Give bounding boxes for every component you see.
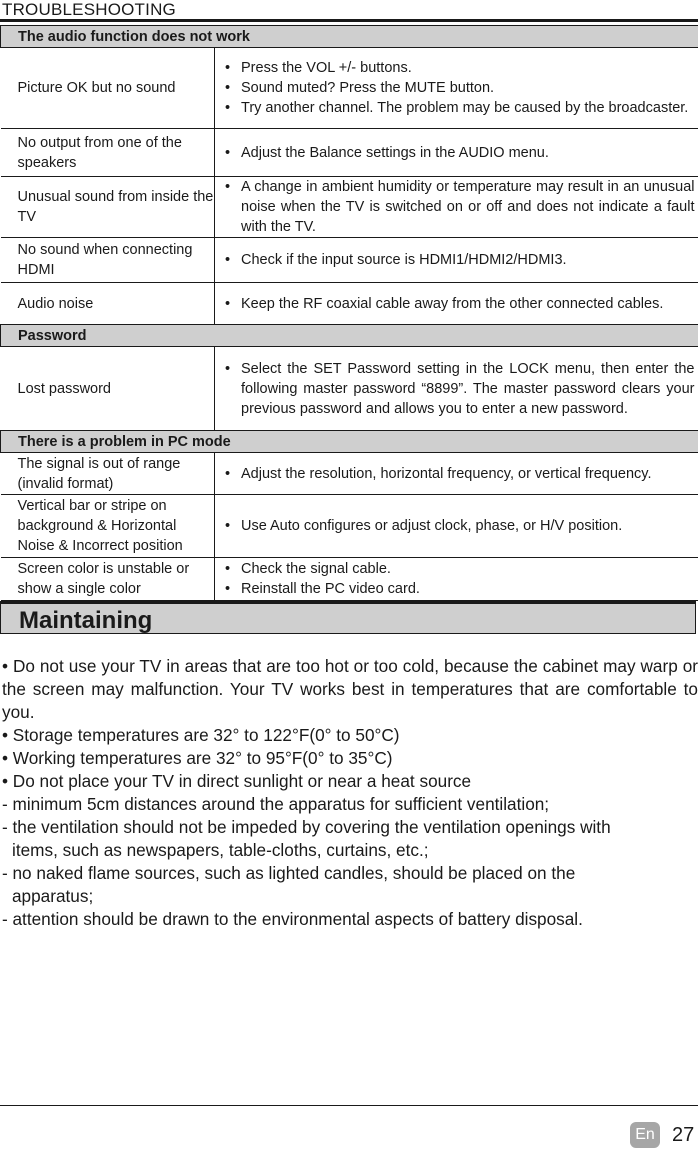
section-heading-password: Password bbox=[1, 325, 698, 347]
footer-divider bbox=[0, 1105, 698, 1106]
table-row bbox=[1, 283, 698, 325]
solution-item: • Try another channel. The problem may be caused by the broadcaster. bbox=[225, 98, 695, 118]
solution-item: • Press the VOL +/- buttons. bbox=[225, 58, 695, 78]
solution-item: • Adjust the Balance settings in the AUDIO menu. bbox=[225, 143, 695, 163]
maintaining-paragraph: • Storage temperatures are 32° to 122°F(0° to 50°C) bbox=[2, 725, 400, 745]
page-number: 27 bbox=[672, 1124, 695, 1146]
section-heading-audio: The audio function does not work bbox=[1, 26, 698, 48]
solution-cell bbox=[215, 238, 698, 283]
solution-item: • Select the SET Password setting in the LOCK menu, then enter the following master password “8899”. The master password clears your previous password and allows you to enter a new password. bbox=[225, 359, 695, 419]
problem-cell: Screen color is unstable or show a single color bbox=[1, 558, 215, 601]
page-title: TROUBLESHOOTING bbox=[2, 0, 176, 19]
solution-item: • A change in ambient humidity or temperature may result in an unusual noise when the TV is switched on or off and does not indicate a fault with the TV. bbox=[225, 177, 695, 237]
maintaining-paragraph: • Do not place your TV in direct sunlight or near a heat source bbox=[2, 771, 472, 791]
troubleshooting-table bbox=[0, 25, 698, 601]
table-row bbox=[1, 495, 698, 558]
solution-cell bbox=[215, 48, 698, 129]
section-header bbox=[1, 431, 698, 453]
solution-cell bbox=[215, 495, 698, 558]
maintaining-banner bbox=[0, 601, 696, 634]
maintaining-body bbox=[2, 655, 698, 931]
title-divider bbox=[0, 19, 698, 22]
solution-cell bbox=[215, 283, 698, 325]
maintaining-paragraph: • Working temperatures are 32° to 95°F(0° to 35°C) bbox=[2, 748, 393, 768]
table-row bbox=[1, 129, 698, 177]
problem-cell: Lost password bbox=[1, 347, 215, 431]
table-row bbox=[1, 347, 698, 431]
problem-cell: Unusual sound from inside the TV bbox=[1, 177, 215, 238]
solution-cell bbox=[215, 129, 698, 177]
section-header bbox=[1, 26, 698, 48]
solution-cell bbox=[215, 453, 698, 495]
maintaining-paragraph: • Do not use your TV in areas that are too hot or too cold, because the cabinet may warp or the screen may malfunction. Your TV works best in temperatures that are comfortable to you. bbox=[2, 656, 698, 722]
solution-cell bbox=[215, 177, 698, 238]
table-row bbox=[1, 453, 698, 495]
solution-item: • Use Auto configures or adjust clock, phase, or H/V position. bbox=[225, 516, 695, 536]
solution-cell bbox=[215, 347, 698, 431]
solution-item: • Adjust the resolution, horizontal frequency, or vertical frequency. bbox=[225, 464, 695, 484]
maintaining-paragraph: - attention should be drawn to the environmental aspects of battery disposal. bbox=[2, 909, 583, 929]
table-row bbox=[1, 238, 698, 283]
problem-cell: Vertical bar or stripe on background & Horizontal Noise & Incorrect position bbox=[1, 495, 215, 558]
table-row bbox=[1, 177, 698, 238]
solution-item: • Check if the input source is HDMI1/HDMI2/HDMI3. bbox=[225, 250, 695, 270]
language-badge: En bbox=[630, 1122, 660, 1148]
solution-item: • Keep the RF coaxial cable away from the other connected cables. bbox=[225, 294, 695, 314]
table-row bbox=[1, 48, 698, 129]
maintaining-paragraph: - no naked flame sources, such as lighted candles, should be placed on the bbox=[2, 863, 576, 883]
solution-item: • Check the signal cable. bbox=[225, 559, 695, 579]
problem-cell: Audio noise bbox=[1, 283, 215, 325]
solution-item: • Reinstall the PC video card. bbox=[225, 579, 695, 599]
section-header bbox=[1, 325, 698, 347]
problem-cell: Picture OK but no sound bbox=[1, 48, 215, 129]
problem-cell: No sound when connecting HDMI bbox=[1, 238, 215, 283]
section-heading-pc-mode: There is a problem in PC mode bbox=[1, 431, 698, 453]
problem-cell: No output from one of the speakers bbox=[1, 129, 215, 177]
problem-cell: The signal is out of range (invalid format) bbox=[1, 453, 215, 495]
maintaining-paragraph: - the ventilation should not be impeded by covering the ventilation openings with bbox=[2, 817, 611, 837]
maintaining-paragraph: - minimum 5cm distances around the apparatus for sufficient ventilation; bbox=[2, 794, 550, 814]
solution-item: • Sound muted? Press the MUTE button. bbox=[225, 78, 695, 98]
table-row bbox=[1, 558, 698, 601]
maintaining-heading: Maintaining bbox=[19, 607, 153, 634]
maintaining-paragraph: items, such as newspapers, table-cloths, curtains, etc.; bbox=[12, 840, 429, 860]
solution-cell bbox=[215, 558, 698, 601]
maintaining-paragraph: apparatus; bbox=[12, 886, 94, 906]
